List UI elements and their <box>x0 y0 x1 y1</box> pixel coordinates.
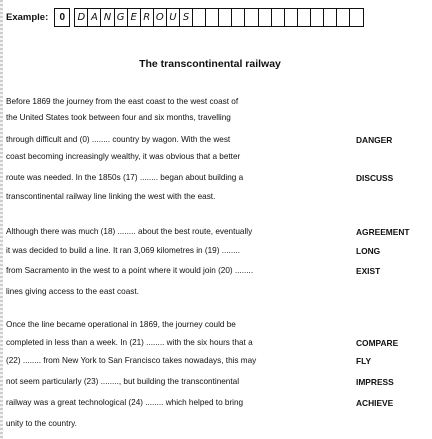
passage-line: Once the line became operational in 1869, the journey could be <box>6 320 236 329</box>
passage-line: (22) ........ from New York to San Francisco takes nowadays, this may <box>6 356 257 365</box>
passage-line: Although there was much (18) ........ about the best route, eventually <box>6 227 253 236</box>
stem-word: FLY <box>356 356 372 366</box>
passage-line: coast becoming increasingly wealthy, it was obvious that a better <box>6 152 241 161</box>
stem-word: IMPRESS <box>356 377 394 387</box>
passage-line: transcontinental railway line linking the west with the east. <box>6 192 216 201</box>
passage-line: route was needed. In the 1850s (17) ........ began about building a <box>6 173 244 182</box>
stem-word: COMPARE <box>356 338 399 348</box>
letter-cell: S <box>180 9 193 26</box>
letter-cell <box>337 9 350 26</box>
letter-cell: N <box>101 9 114 26</box>
letter-cell <box>350 9 363 26</box>
letter-cell: O <box>154 9 167 26</box>
letter-cell: A <box>88 9 101 26</box>
passage-line: not seem particularly (23) ........, but building the transcontinental <box>6 377 240 386</box>
passage-line: completed in less than a week. In (21) ........ with the six hours that a <box>6 338 253 347</box>
example-number-box: 0 <box>54 8 70 27</box>
letter-cell: E <box>128 9 141 26</box>
example-label: Example: <box>6 11 49 23</box>
letter-cell <box>298 9 311 26</box>
passage-line: railway was a great technological (24) ........ which helped to bring <box>6 398 244 407</box>
stem-word: LONG <box>356 246 381 256</box>
letter-cell <box>272 9 285 26</box>
passage-line: lines giving access to the east coast. <box>6 287 139 296</box>
letter-cell <box>285 9 298 26</box>
passage-line: through difficult and (0) ........ country by wagon. With the west <box>6 135 231 144</box>
letter-cell: R <box>141 9 154 26</box>
stem-word: DANGER <box>356 135 393 145</box>
letter-cell: G <box>115 9 128 26</box>
letter-cell <box>193 9 206 26</box>
stem-word: DISCUSS <box>356 173 394 183</box>
letter-cell <box>219 9 232 26</box>
example-row <box>6 6 364 28</box>
stem-word: EXIST <box>356 266 381 276</box>
letter-cell <box>232 9 245 26</box>
letter-cell <box>245 9 258 26</box>
letter-cell <box>311 9 324 26</box>
letter-cell: D <box>75 9 88 26</box>
letter-cell <box>206 9 219 26</box>
letter-cell <box>259 9 272 26</box>
passage-line: it was decided to build a line. It ran 3,069 kilometres in (19) ........ <box>6 246 240 255</box>
passage-line: from Sacramento in the west to a point where it would join (20) ........ <box>6 266 254 275</box>
passage-line: Before 1869 the journey from the east coast to the west coast of <box>6 97 239 106</box>
text-title: The transcontinental railway <box>139 58 281 70</box>
passage-line: the United States took between four and six months, travelling <box>6 113 231 122</box>
example-letter-grid <box>74 8 364 27</box>
stem-word: ACHIEVE <box>356 398 394 408</box>
passage-line: unity to the country. <box>6 419 77 428</box>
letter-cell: U <box>167 9 180 26</box>
stem-word: AGREEMENT <box>356 227 410 237</box>
letter-cell <box>324 9 337 26</box>
